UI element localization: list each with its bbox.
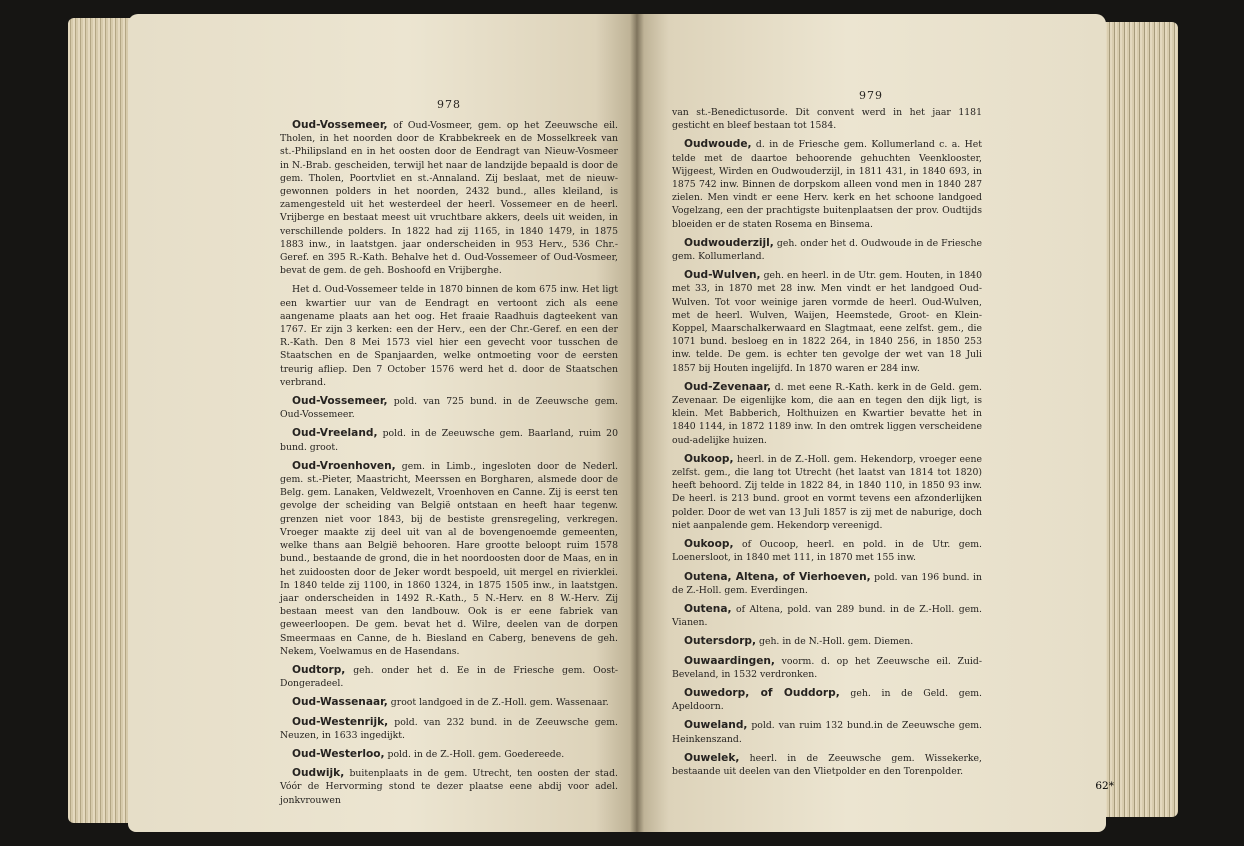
dictionary-entry [280, 460, 618, 658]
dictionary-entry [672, 269, 982, 375]
dictionary-entry [280, 696, 618, 709]
entry-list [280, 119, 618, 807]
entry-text: of Oucoop, heerl. en pold. in de Utr. gem. Loenersloot, in 1840 met 111, in 1870 met 155 inw. [672, 539, 982, 564]
entry-headword: Oudwijk, [292, 767, 345, 780]
entry-text: geh. onder het d. Ee in de Friesche gem. Oost-Dongeradeel. [280, 664, 618, 690]
entry-headword: Oudtorp, [292, 663, 346, 676]
entry-text: buitenplaats in de gem. Utrecht, ten oosten der stad. Vóór de Hervorming stond te dezer plaatse eene abdij voor adel. jonkvrouwen [280, 768, 618, 806]
dictionary-entry [280, 119, 618, 277]
right-page [636, 14, 1106, 832]
entry-text: pold. van 196 bund. in de Z.-Holl. gem. Everdingen. [672, 571, 982, 596]
dictionary-entry [672, 381, 982, 447]
entry-text: pold. van 232 bund. in de Zeeuwsche gem. Neuzen, in 1633 ingedijkt. [280, 716, 618, 741]
entry-text: heerl. in de Zeeuwsche gem. Wissekerke, bestaande uit deelen van den Vlietpolder en den Torenpolder. [672, 752, 982, 777]
entry-headword: Ouwedorp, of Ouddorp, [684, 686, 840, 699]
entry-text: d. met eene R.-Kath. kerk in de Geld. gem. Zevenaar. De eigenlijke kom, die aan en tegen den dijk ligt, is klein. Met Babberich, Holthuizen en Kwartier bevatte het in 1840 1144, in 1872 1189 inw. In den omtrek liggen verscheidene oud-adelijke huizen. [672, 381, 982, 446]
entry-text: Het d. Oud-Vossemeer telde in 1870 binnen de kom 675 inw. Het ligt een kwartier uur van de Eendragt en vertoont zich als eene aangename plaats aan het oog. Het fraaie Raadhuis dagteekent van 1767. Er zijn 3 kerken: een der Herv., een der Chr.-Geref. en een der R.-Kath. Den 8 Mei 1573 viel hier een gevecht voor tusschen de Staatschen en de Spanjaarden, welke ontmoeting voor de eersten treurig afliep. Den 7 October 1576 werd het d. door de Staatschen verbrand. [280, 284, 618, 388]
dictionary-entry [672, 655, 982, 681]
entry-headword: Oud-Vroenhoven, [292, 459, 396, 472]
entry-text: geh. onder het d. Oudwoude in de Friesche gem. Kollumerland. [672, 237, 982, 263]
book-page-edges-right [1102, 22, 1178, 817]
entry-headword: Ouwelek, [684, 751, 740, 764]
dictionary-entry [672, 752, 982, 778]
book-page-edges-left [68, 18, 132, 823]
dictionary-entry [672, 138, 982, 230]
dictionary-entry [672, 687, 982, 713]
dictionary-entry [280, 716, 618, 742]
dictionary-entry [672, 538, 982, 564]
entry-headword: Oud-Wassenaar, [292, 696, 388, 709]
dictionary-entry [672, 453, 982, 532]
entry-text: groot landgoed in de Z.-Holl. gem. Wassenaar. [387, 697, 609, 709]
dictionary-entry [280, 427, 618, 453]
dictionary-entry [280, 748, 618, 761]
entry-text: of Oud-Vosmeer, gem. op het Zeeuwsche eil. Tholen, in het noorden door de Krabbekreek en de Mosselkreek van st.-Philipsland en in het oosten door de Eendragt van Nieuw-Vosmeer in N.-Brab. gescheiden, terwijl het naar de landzijde bepaald is door de gem. Tholen, Poortvliet en st.-Annaland. Zij beslaat, met de nieuw-gewonnen polders in het noorden, 2432 bund., alles kleiland, is zamengesteld uit het westerdeel der heerl. Vossemeer en de heerl. Vrijberge en bestaat meest uit vruchtbare akkers, deels uit weiden, in verschillende polders. In 1822 had zij 1165, in 1840 1479, in 1875 1883 inw., in laatstgen. jaar onderscheiden in 953 Herv., 536 Chr.-Geref. en 395 R.-Kath. Behalve het d. Oud-Vossemeer of Oud-Vosmeer, bevat de gem. de geh. Boshoofd en Vrijberghe. [280, 120, 618, 277]
dictionary-entry [672, 571, 982, 597]
entry-headword: Oud-Westenrijk, [292, 715, 389, 728]
entry-text: pold. in de Z.-Holl. gem. Goedereede. [384, 748, 565, 760]
entry-text: pold. in de Zeeuwsche gem. Baarland, ruim 20 bund. groot. [280, 428, 618, 453]
dictionary-entry [280, 664, 618, 690]
entry-text: of Altena, pold. van 289 bund. in de Z.-Holl. gem. Vianen. [672, 603, 982, 629]
entry-headword: Outersdorp, [684, 635, 757, 648]
entry-list [672, 138, 982, 778]
entry-headword: Oudwouderzijl, [684, 236, 774, 249]
entry-headword: Oud-Vreeland, [292, 427, 378, 440]
entry-headword: Oud-Zevenaar, [684, 380, 772, 393]
dictionary-entry [280, 283, 618, 389]
entry-text: geh. en heerl. in de Utr. gem. Houten, in 1840 met 33, in 1870 met 28 inw. Men vindt er het landgoed Oud-Wulven. Tot voor weinige jaren vormde de heerl. Oud-Wulven, met de heerl. Wulven, Waijen, Heemstede, Groot- en Klein-Koppel, Maarschalkerwaard en Slagtmaat, eene zelfst. gem., die 1071 bund. besloeg en in 1822 264, in 1840 256, in 1850 253 inw. telde. De gem. is echter ten gevolge der wet van 18 Juli 1857 bij Houten ingelijfd. In 1870 waren er 284 inw. [672, 270, 982, 374]
dictionary-entry [280, 395, 618, 421]
entry-headword: Oud-Vossemeer, [292, 119, 388, 131]
entry-text: geh. in de Geld. gem. Apeldoorn. [672, 687, 982, 713]
entry-headword: Oudwoude, [684, 138, 752, 151]
dictionary-entry [672, 635, 982, 648]
dictionary-entry [280, 767, 618, 807]
dictionary-entry [672, 603, 982, 629]
signature-mark: 62* [1095, 780, 1114, 792]
entry-headword: Oukoop, [684, 452, 734, 465]
entry-headword: Oud-Westerloo, [292, 747, 385, 760]
entry-text: pold. van 725 bund. in de Zeeuwsche gem. Oud-Vossemeer. [280, 396, 618, 421]
page-number: 978 [437, 98, 461, 111]
left-page [128, 14, 636, 832]
entry-text: pold. van ruim 132 bund.in de Zeeuwsche gem. Heinkenszand. [672, 720, 982, 745]
dictionary-entry [672, 719, 982, 745]
continuation-text: van st.-Benedictusorde. Dit convent werd in het jaar 1181 gesticht en bleef bestaan tot 1584. [672, 107, 982, 132]
entry-text: voorm. d. op het Zeeuwsche eil. Zuid-Beveland, in 1532 verdronken. [672, 655, 982, 680]
entry-headword: Ouweland, [684, 719, 748, 732]
entry-text: gem. in Limb., ingesloten door de Nederl. gem. st.-Pieter, Maastricht, Meerssen en Borgharen, alsmede door de Belg. gem. Lanaken, Veldwezelt, Vroenhoven en Canne. Zij is eerst ten gevolge der scheiding van België ontstaan en heeft haar tegenw. grenzen niet voor 1843, bij de bestiste grensregeling, verkregen. Vroeger maakte zij deel uit van al de bovengenoemde gemeenten, welke thans aan België behooren. Hare grootte beloopt ruim 1578 bund., bestaande de grond, die in het noordoosten door de Maas, en in het zuidoosten door de Jeker wordt bespoeld, uit mergel en rivierklei. In 1840 telde zij 1100, in 1860 1324, in 1875 1505 inw., in laatstgen. jaar onderscheiden in 1492 R.-Kath., 5 N.-Herv. en 8 W.-Herv. Zij bestaan meest van den landbouw. Ook is er eene fabriek van geweerloopen. De gem. bevat het d. Wilre, deelen van de dorpen Smeermaas en Canne, de h. Biesland en Caberg, benevens de geh. Nekem, Voelwamus en de Hasendans. [280, 460, 618, 657]
entry-text: d. in de Friesche gem. Kollumerland c. a. Het telde met de daartoe behoorende gehuchten Veenklooster, Wijgeest, Wirden en Oudwouderzijl, in 1811 431, in 1840 693, in 1875 742 inw. Binnen de dorpskom alleen vond men in 1840 287 zielen. Men vindt er eene Herv. kerk en het schoone landgoed Vogelzang, een der prachtigste buitenplaatsen der prov. Oudtijds bloeiden er de staten Rosema en Binsema. [672, 139, 982, 230]
entry-headword: Outena, [684, 602, 732, 615]
entry-headword: Outena, Altena, of Vierhoeven, [684, 570, 871, 583]
entry-headword: Oud-Wulven, [684, 269, 761, 282]
entry-text: heerl. in de Z.-Holl. gem. Hekendorp, vroeger eene zelfst. gem., die lang tot Utrecht (het laatst van 1814 tot 1820) heeft behoord. Zij telde in 1822 84, in 1840 110, in 1850 93 inw. De heerl. is 213 bund. groot en vormt tevens een afzonderlijken polder. Door de wet van 13 Juli 1857 is zij met de naburige, doch niet aanpalende gem. Hekendorp vereenigd. [672, 453, 982, 531]
entry-headword: Ouwaardingen, [684, 654, 775, 667]
entry-headword: Oud-Vossemeer, [292, 395, 388, 408]
book-spine-shadow [630, 14, 644, 832]
page-number: 979 [859, 89, 883, 102]
entry-text: geh. in de N.-Holl. gem. Diemen. [756, 636, 914, 648]
entry-headword: Oukoop, [684, 538, 734, 551]
dictionary-entry [672, 237, 982, 263]
